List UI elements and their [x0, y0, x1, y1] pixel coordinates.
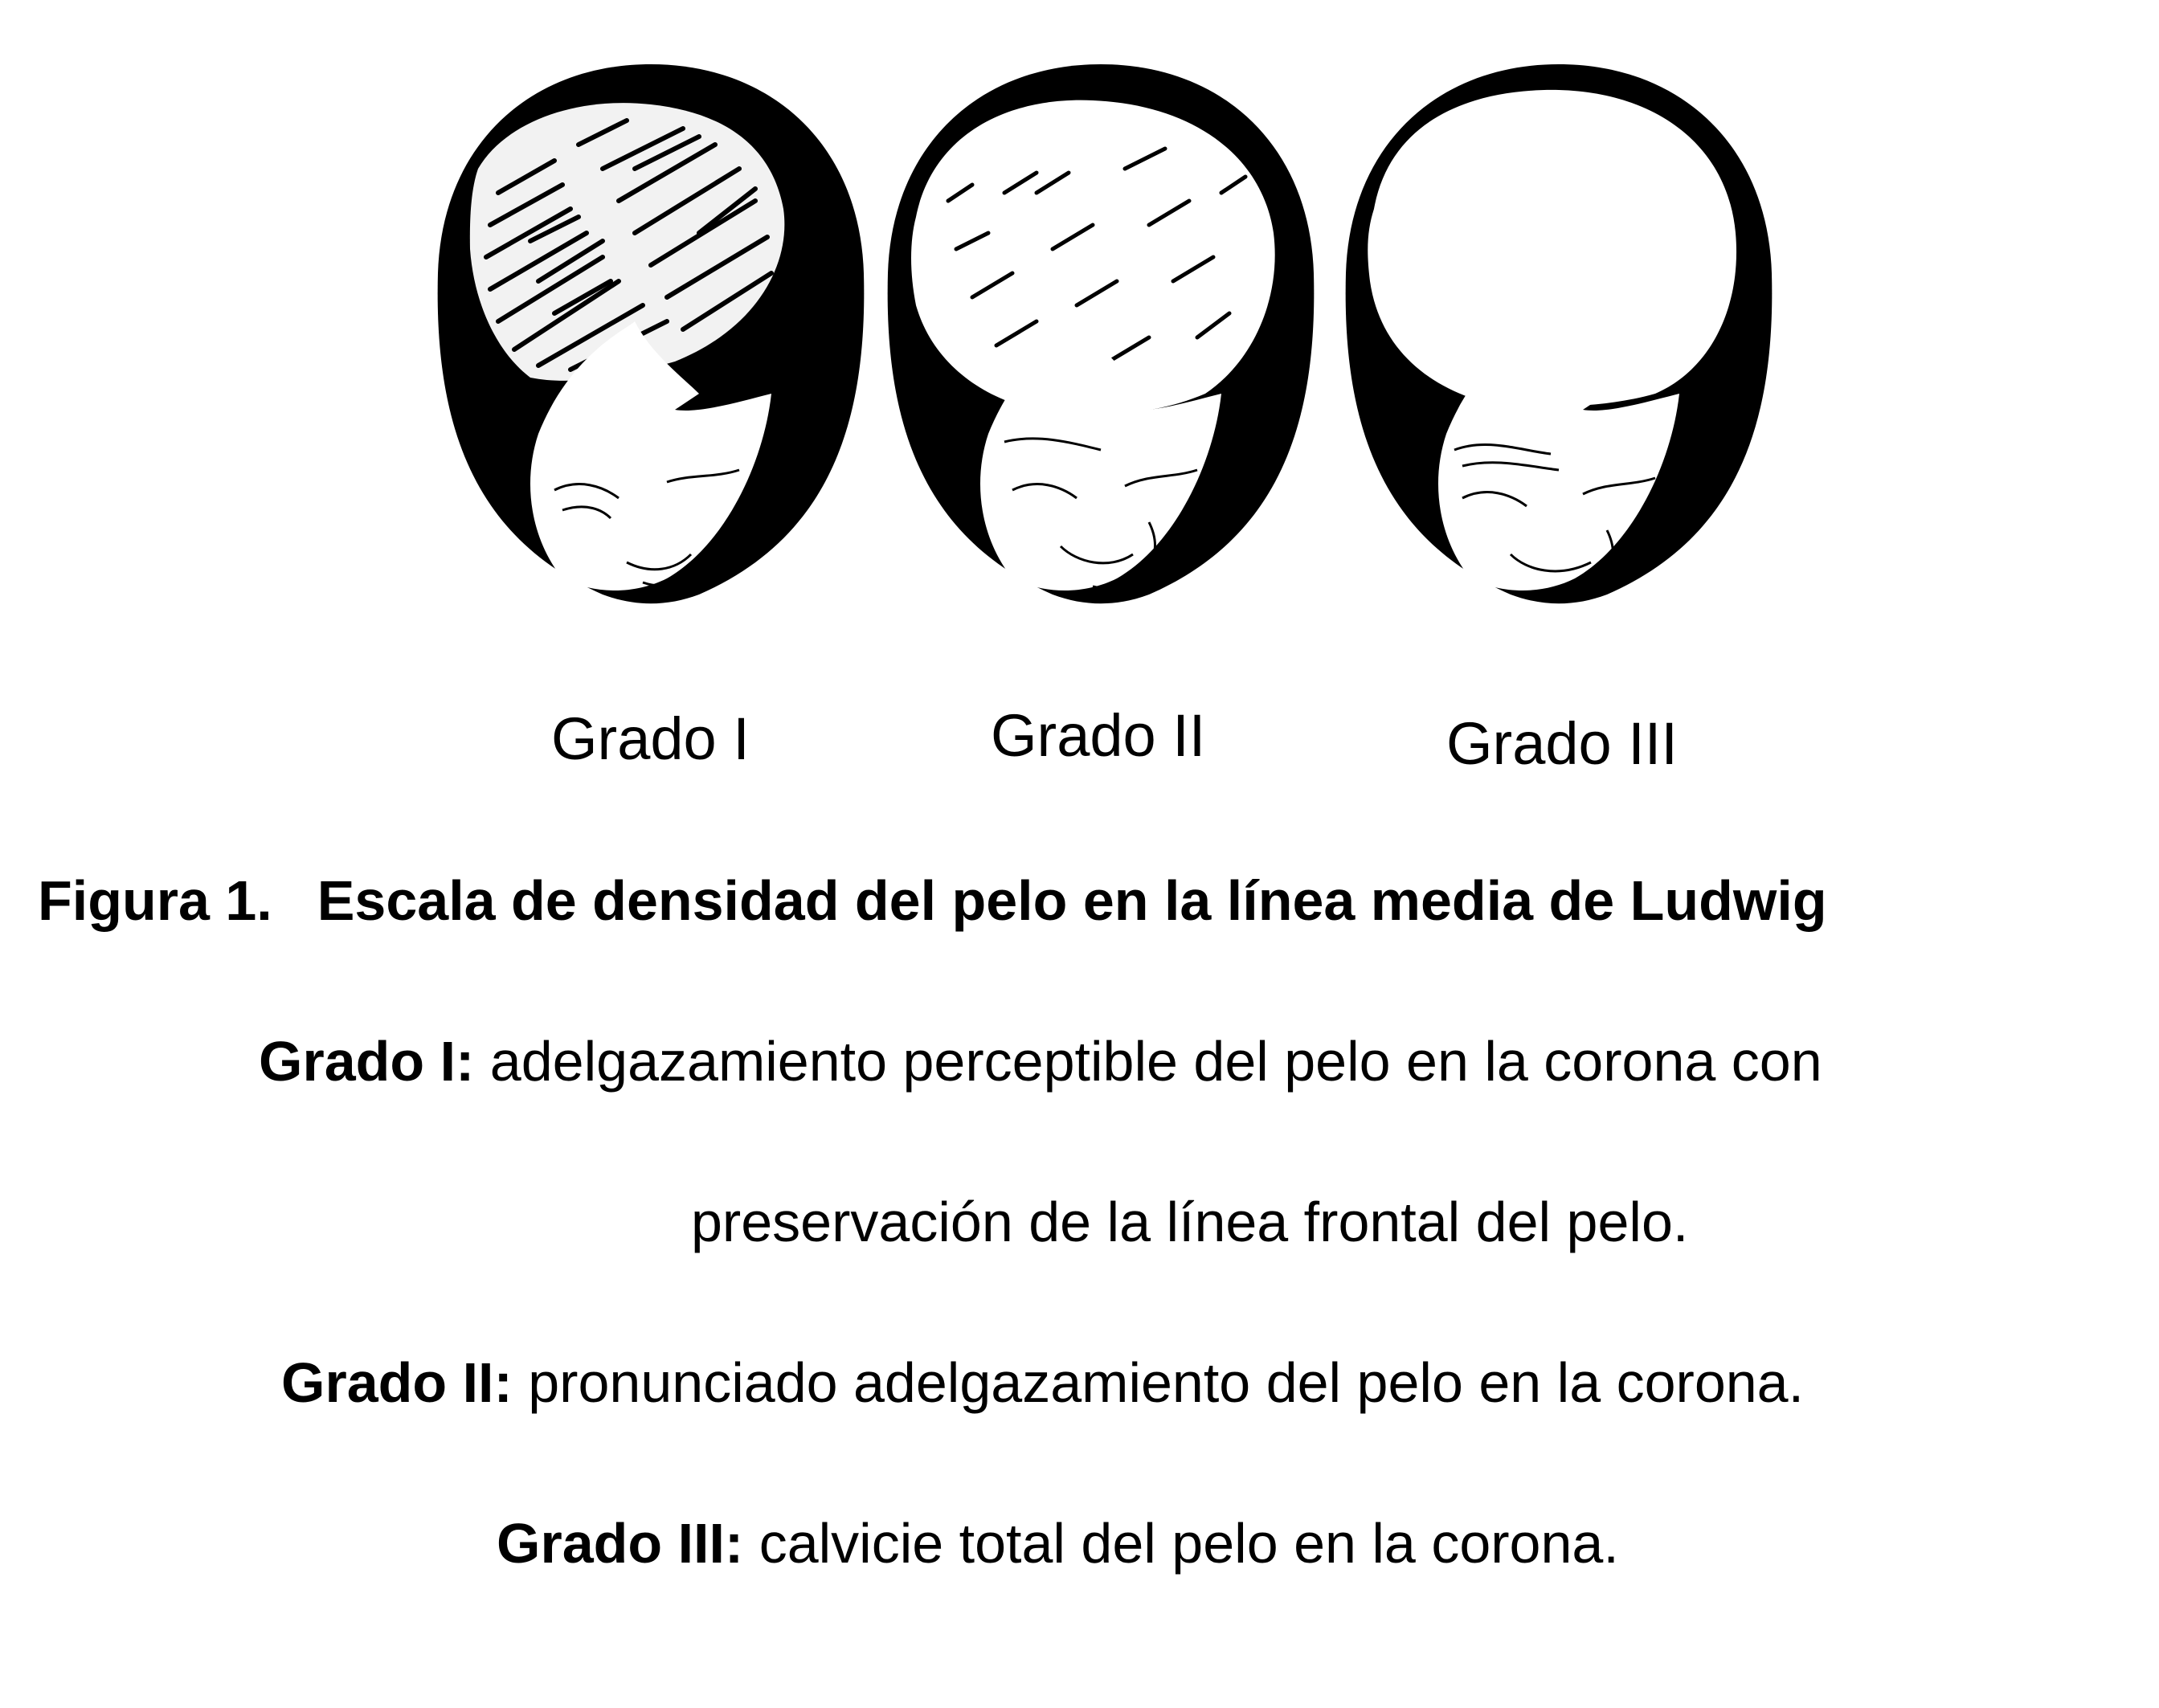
- grade-2-label: Grado II: [991, 702, 1206, 769]
- definition-text: adelgazamiento perceptible del pelo en la corona con: [474, 1030, 1822, 1093]
- grade-2-head: [888, 64, 1315, 603]
- figure-number: Figura 1.: [38, 869, 272, 932]
- grade-3-label: Grado III: [1446, 710, 1678, 777]
- definition-text: preservación de la línea frontal del pelo.: [691, 1191, 1689, 1253]
- definition-term: Grado II:: [281, 1351, 513, 1414]
- definition-grade-3: [497, 1512, 1619, 1575]
- definition-text: calvicie total del pelo en la corona.: [743, 1512, 1619, 1575]
- figure-title: Escala de densidad del pelo en la línea media de Ludwig: [317, 869, 1827, 932]
- grade-1-label: Grado I: [551, 705, 750, 772]
- definition-grade-2: [281, 1351, 1805, 1414]
- ludwig-scale-illustrations: [0, 0, 2159, 659]
- grade-3-head: [1346, 64, 1773, 603]
- definition-term: Grado III:: [497, 1512, 744, 1575]
- definition-grade-1: [259, 1030, 1822, 1093]
- grade-1-head: [438, 64, 865, 603]
- definition-text: pronunciado adelgazamiento del pelo en la corona.: [512, 1351, 1805, 1414]
- figure-caption: [38, 869, 1827, 932]
- definition-grade-1-continuation: [691, 1191, 1689, 1253]
- definition-term: Grado I:: [259, 1030, 475, 1093]
